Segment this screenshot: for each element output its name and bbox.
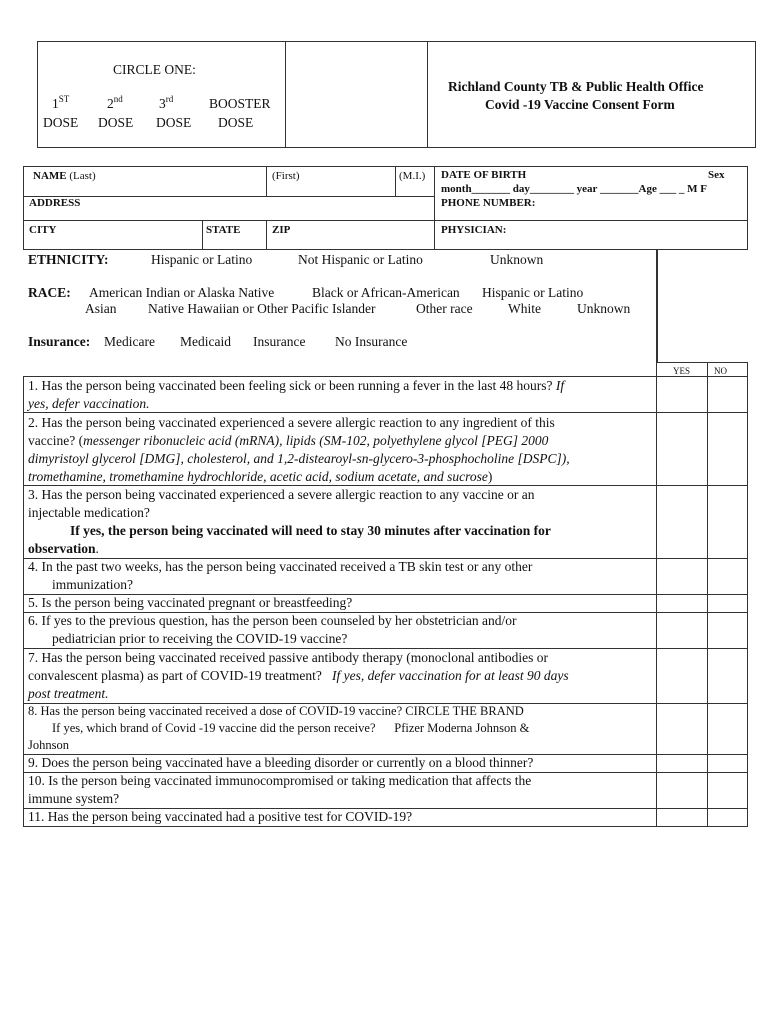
dob-label: DATE OF BIRTH [441, 169, 527, 181]
divider [395, 166, 396, 197]
no-column-header: NO [714, 366, 727, 376]
question-11: 11. Has the person being vaccinated had a positive test for COVID-19? [28, 809, 413, 824]
insurance-option-insurance[interactable]: Insurance [253, 334, 306, 349]
dose-label: DOSE [43, 115, 79, 130]
ethnicity-label: ETHNICITY: [28, 252, 109, 267]
dose-num: 2nd [107, 94, 123, 111]
race-label: RACE: [28, 285, 71, 300]
ethnicity-option-unknown[interactable]: Unknown [490, 252, 544, 267]
middle-initial-field[interactable]: (M.I.) [399, 170, 426, 182]
question-5: 5. Is the person being vaccinated pregnant or breastfeeding? [28, 595, 353, 610]
dose-num: 3rd [159, 94, 174, 111]
sex-label: Sex [708, 169, 725, 181]
race-option-black[interactable]: Black or African-American [312, 285, 460, 300]
first-name-field[interactable]: (First) [272, 170, 300, 182]
patient-info-table [23, 166, 748, 250]
insurance-label: Insurance: [28, 334, 91, 349]
no-checkbox[interactable] [708, 377, 748, 412]
address-field[interactable]: ADDRESS [29, 197, 81, 209]
question-1: 1. Has the person being vaccinated been feeling sick or been running a fever in the last 48 hours? If yes, defer vaccination. [28, 378, 565, 411]
circle-one-label: CIRCLE ONE: [113, 62, 196, 77]
divider [266, 220, 267, 250]
state-field[interactable]: STATE [206, 224, 241, 236]
question-4: 4. In the past two weeks, has the person being vaccinated received a TB skin test or any other immunization? [28, 559, 533, 592]
question-6: 6. If yes to the previous question, has the person been counseled by her obstetrician and/or pediatrician prior to receiving the COVID-19 vaccine? [28, 613, 517, 646]
race-option-unknown[interactable]: Unknown [577, 301, 631, 316]
yes-column-header: YES [673, 366, 691, 376]
phone-field[interactable]: PHONE NUMBER: [441, 197, 536, 209]
dob-fields[interactable]: month_______ day________ year _______Age ___ _ M F [441, 183, 707, 195]
office-name: Richland County TB & Public Health Office [448, 79, 704, 94]
divider [23, 196, 435, 197]
race-option-american-indian[interactable]: American Indian or Alaska Native [89, 285, 275, 300]
question-2: 2. Has the person being vaccinated experienced a severe allergic reaction to any ingredient of this vaccine? (messenger ribonucleic acid (mRNA), lipids (SM-102, polyethylene glycol [PEG] 2000 dimyristoyl glycerol [DMG], cholesterol, and 1,2-distearoyl-sn-glycero-3-phosphocholine [DSPC]), tromethamine, tromethamine hydrochloride, acetic acid, sodium acetate, and sucrose) [28, 415, 570, 484]
question-3: 3. Has the person being vaccinated experienced a severe allergic reaction to any vaccine or an injectable medication? If yes, the person being vaccinated will need to stay 30 minutes after vaccination for observation. [28, 487, 551, 556]
divider [23, 220, 748, 221]
form-title: Covid -19 Vaccine Consent Form [485, 97, 675, 112]
yes-checkbox[interactable] [657, 377, 707, 412]
question-9: 9. Does the person being vaccinated have a bleeding disorder or currently on a blood thinner? [28, 755, 534, 770]
city-field[interactable]: CITY [29, 224, 57, 236]
zip-field[interactable]: ZIP [272, 224, 291, 236]
dose-num: BOOSTER [209, 96, 271, 111]
race-option-other[interactable]: Other race [416, 301, 473, 316]
divider [266, 166, 267, 197]
insurance-option-medicaid[interactable]: Medicaid [180, 334, 231, 349]
header-blank-cell[interactable] [285, 41, 428, 148]
physician-field[interactable]: PHYSICIAN: [441, 224, 507, 236]
insurance-option-medicare[interactable]: Medicare [104, 334, 155, 349]
dose-label: DOSE [98, 115, 134, 130]
ethnicity-option-hispanic[interactable]: Hispanic or Latino [151, 252, 253, 267]
divider [434, 166, 435, 250]
dose-label: DOSE [218, 115, 254, 130]
race-option-hispanic[interactable]: Hispanic or Latino [482, 285, 584, 300]
race-option-asian[interactable]: Asian [85, 301, 117, 316]
dose-num: 1ST [52, 94, 70, 111]
divider [656, 250, 658, 362]
race-option-white[interactable]: White [508, 301, 541, 316]
divider [202, 220, 203, 250]
question-7: 7. Has the person being vaccinated received passive antibody therapy (monoclonal antibodies or convalescent plasma) as part of COVID-19 treatment? If yes, defer vaccination for at least 90 days post treatment. [28, 650, 569, 701]
ethnicity-option-not-hispanic[interactable]: Not Hispanic or Latino [298, 252, 423, 267]
insurance-option-none[interactable]: No Insurance [335, 334, 408, 349]
question-8: 8. Has the person being vaccinated received a dose of COVID-19 vaccine? CIRCLE THE BRAND If yes, which brand of Covid -19 vaccine did the person receive? Pfizer Moderna Johnson & Johnson [28, 704, 530, 752]
last-name-label: NAME (Last) [33, 170, 96, 182]
race-option-pacific-islander[interactable]: Native Hawaiian or Other Pacific Islander [148, 301, 376, 316]
dose-label: DOSE [156, 115, 192, 130]
question-10: 10. Is the person being vaccinated immunocompromised or taking medication that affects the immune system? [28, 773, 532, 806]
